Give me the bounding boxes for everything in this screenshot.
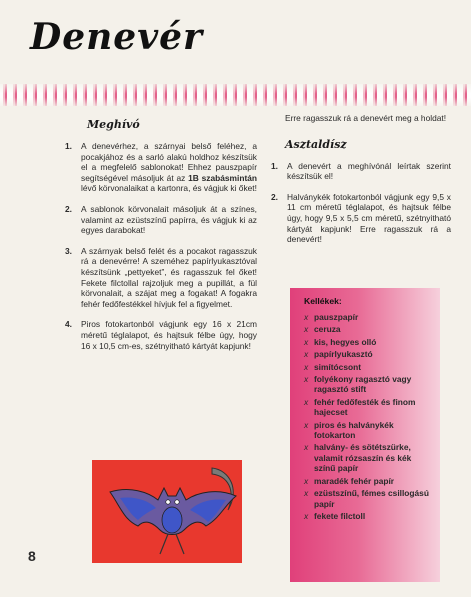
bullet-x-icon: x <box>304 374 309 385</box>
bat-eye-right <box>175 500 179 504</box>
supply-label: ceruza <box>314 324 341 335</box>
bat-eye-left <box>166 500 170 504</box>
supply-label: kis, hegyes olló <box>314 336 377 347</box>
invitation-step-1 <box>65 141 257 194</box>
step-number: 2. <box>271 191 278 202</box>
supply-item <box>304 488 430 509</box>
step-number: 2. <box>65 203 72 214</box>
bullet-x-icon: x <box>304 510 309 521</box>
bullet-x-icon: x <box>304 312 309 322</box>
supply-label: papírlyukasztó <box>314 349 373 360</box>
step-number: 4. <box>65 319 72 330</box>
step-text: A szárnyak belső felét és a pocakot ragasszuk rá a denevérre! A szeméhez papírlyukasztóval készítsünk „pettyeket”, és ragasszuk fel őket! Fekete filctollal rajzoljuk meg a pupillát, a fül körvonalait, a szájat meg a fogakat! A fogakra fehér fedőfestékkel hívjuk fel a figyelmet. <box>81 245 257 309</box>
step-text: A denevért a meghívónál leírtak szerint készítsük el! <box>287 160 451 182</box>
step-text-pre: A denevérhez, a szárnyai belső feléhez, a pocakjához és a sarló alakú holdhoz készítsük el a megfelelő sablonokat! Ehhez pauszpapír segítségével másoljuk át az <box>81 141 257 183</box>
bullet-x-icon: x <box>304 349 309 360</box>
supply-label: simítócsont <box>314 361 361 372</box>
bullet-x-icon: x <box>304 336 309 347</box>
supply-label: pauszpapír <box>314 312 359 322</box>
supply-item <box>304 312 430 322</box>
step-number: 1. <box>65 141 72 151</box>
page-title: Denevér <box>30 16 203 58</box>
step-text-post: lévő körvonalaikat a kartonra, és vágjuk ki őket! <box>81 183 257 194</box>
supply-item <box>304 511 430 521</box>
supply-label: piros és halványkék fotokarton <box>314 419 394 441</box>
supply-item <box>304 374 430 395</box>
bullet-x-icon: x <box>304 475 309 486</box>
bullet-x-icon: x <box>304 419 309 430</box>
supply-item <box>304 324 430 334</box>
bullet-x-icon: x <box>304 396 309 407</box>
step-number: 3. <box>65 245 72 256</box>
supplies-title: Kellékek: <box>304 296 342 306</box>
table-decoration-steps <box>271 161 451 245</box>
supply-label: fehér fedőfesték és finom hajecset <box>314 396 416 418</box>
supply-label: maradék fehér papír <box>314 475 395 486</box>
invitation-step-4 <box>65 319 257 351</box>
page-number: 8 <box>28 548 36 564</box>
supply-item <box>304 420 430 441</box>
bat-belly <box>162 507 182 533</box>
step-text-bold: 1B szabásmintán <box>188 172 258 183</box>
invitation-section <box>65 118 257 361</box>
supply-label: fekete filctoll <box>314 510 366 521</box>
supply-label: ezüstszínű, fémes csillogású papír <box>314 488 429 509</box>
supplies-list <box>304 312 430 521</box>
supply-label: folyékony ragasztó vagy ragasztó stift <box>314 374 412 395</box>
invitation-step-3 <box>65 246 257 310</box>
table-decoration-heading: Asztaldísz <box>285 137 347 151</box>
supplies-box <box>290 288 440 582</box>
supply-item <box>304 442 430 473</box>
bullet-x-icon: x <box>304 361 309 372</box>
invitation-step-2 <box>65 204 257 236</box>
bat-card-illustration <box>90 450 255 565</box>
bullet-x-icon: x <box>304 488 309 499</box>
supply-item <box>304 397 430 418</box>
table-decoration-step-2 <box>271 192 451 245</box>
supply-item <box>304 349 430 359</box>
step-text: Piros fotokartonból vágjunk egy 16 x 21cm méretű téglalapot, és hajtsuk félbe úgy, hogy 16 x 10,5 cm-es, szétnyitható kártyát kapjunk! <box>81 319 257 351</box>
supply-item <box>304 337 430 347</box>
invitation-heading: Meghívó <box>87 118 140 131</box>
right-column <box>271 113 451 255</box>
step-text: Halványkék fotokartonból vágjunk egy 9,5 x 11 cm méretű téglalapot, és hajtsuk félbe úgy, hogy 9,5 x 5,5 cm méretű, szétnyitható kártyát kapjunk! Erre ragasszuk rá a denevért! <box>287 191 451 245</box>
supply-label: halvány- és sötétszürke, valamit rózsaszín és kék színű papír <box>314 442 412 474</box>
decorative-band-fade <box>0 84 471 106</box>
supply-item <box>304 476 430 486</box>
continuation-text: Erre ragasszuk rá a denevért meg a holdat! <box>285 113 447 123</box>
step-text: A sablonok körvonalait másoljuk át a színes, valamint az ezüstszínű papírra, és vágjuk ki az egyes darabokat! <box>81 203 257 236</box>
table-decoration-step-1 <box>271 161 451 182</box>
bullet-x-icon: x <box>304 442 309 453</box>
step-number: 1. <box>271 160 278 171</box>
bullet-x-icon: x <box>304 324 309 335</box>
supply-item <box>304 362 430 372</box>
invitation-steps <box>65 141 257 351</box>
